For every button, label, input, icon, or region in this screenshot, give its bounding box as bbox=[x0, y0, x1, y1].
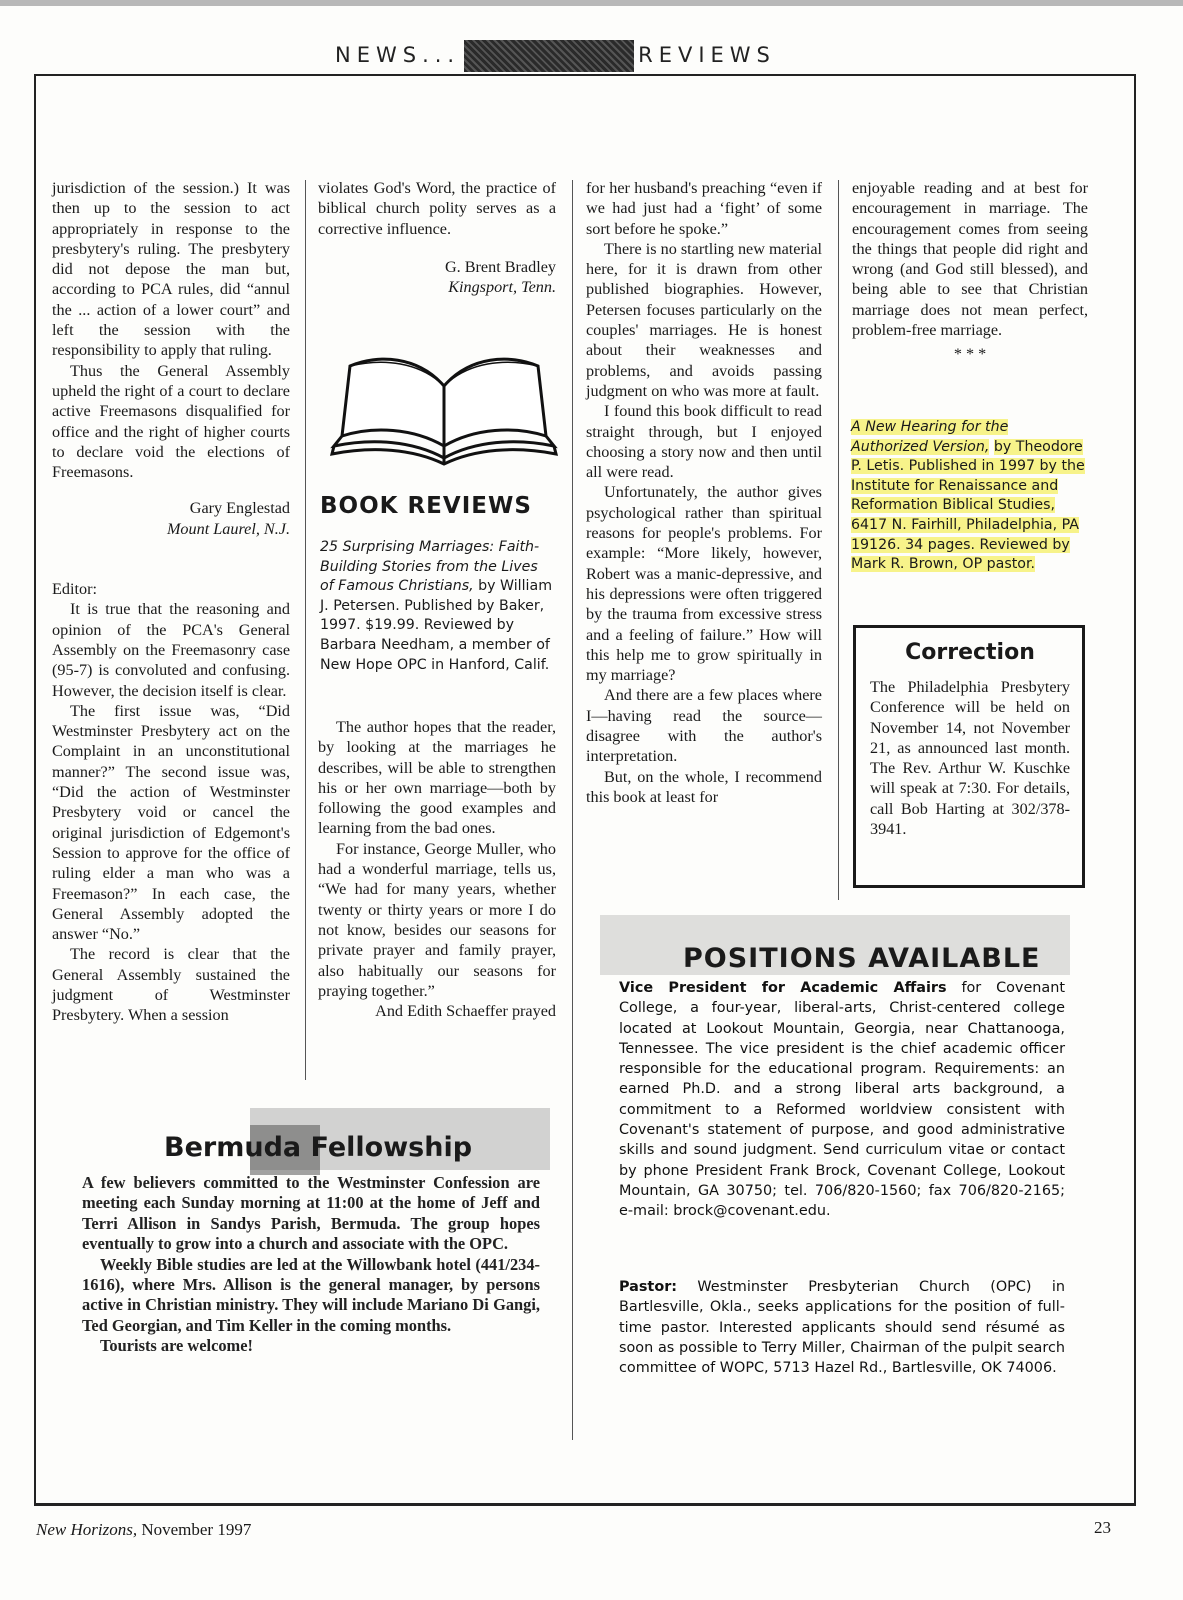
editor-salutation: Editor: bbox=[52, 580, 97, 599]
bermuda-paragraph: Weekly Bible studies are led at the Willowbank hotel (441/234-1616), where Mrs. Allison is the general manager, by persons active in Christian ministry. They will include Mariano Di Gangi, Ted Georgian, and Tim Keller in the coming months. bbox=[82, 1254, 540, 1335]
review-book-details: by Theodore P. Letis. Published in 1997 by the Institute for Renaissance and Reformation Biblical Studies, 6417 N. Fairhill, Philadelphia, PA 19126. 34 pages. Reviewed by Mark R. Brown, OP pastor. bbox=[851, 438, 1085, 573]
signature-name: Gary Englestad bbox=[189, 499, 290, 518]
review-column-2 bbox=[318, 717, 556, 1021]
signature-place: Mount Laurel, N.J. bbox=[166, 519, 290, 538]
letter-paragraph: Thus the General Assembly upheld the right of a court to declare active Freemasons disqualified for office and the right of higher courts to declare void the elections of Freemasons. bbox=[52, 361, 290, 482]
positions-available-title: POSITIONS AVAILABLE bbox=[683, 943, 1041, 974]
signature-place: Kingsport, Tenn. bbox=[448, 278, 556, 297]
review-paragraph: enjoyable reading and at best for encouragement in marriage. The encouragement comes from seeing the things that people did right and wrong (and God still blessed), and being able to see that Christian marriage does not mean perfect, problem-free marriage. bbox=[852, 179, 1088, 340]
correction-title: Correction bbox=[905, 640, 1035, 665]
letter-paragraph: It is true that the reasoning and opinion of the PCA's General Assembly on the Freemasonry case (95-7) is convoluted and confusing. However, the decision itself is clear. bbox=[52, 600, 290, 700]
signature-name: G. Brent Bradley bbox=[444, 257, 556, 276]
header-redaction bbox=[464, 40, 634, 72]
footer-publication bbox=[36, 1520, 251, 1540]
review-paragraph: Unfortunately, the author gives psychological rather than spiritual reasons for people's problems. For example: “More likely, however, Robert was a manic-depressive, and his depressions were often triggered by the trauma from excessive stress and a feeling of failure.” How will this help me to grow spiritually in my marriage? bbox=[586, 483, 822, 685]
review-paragraph: And Edith Schaeffer prayed bbox=[375, 1002, 556, 1021]
bermuda-fellowship-title: Bermuda Fellowship bbox=[164, 1132, 473, 1163]
review-paragraph: And there are a few places where I—having read the source—disagree with the author's interpretation. bbox=[586, 686, 822, 766]
column-rule-2 bbox=[572, 180, 573, 1440]
section-divider-stars: * * * bbox=[953, 345, 987, 364]
review-blurb-2 bbox=[851, 418, 1085, 575]
column-rule-3 bbox=[838, 180, 839, 900]
correction-box bbox=[853, 625, 1085, 888]
page-number: 23 bbox=[1094, 1518, 1111, 1537]
position-label: Pastor: bbox=[619, 1279, 678, 1295]
review-paragraph: I found this book difficult to read straight through, but I enjoyed choosing a story now and then until all were read. bbox=[586, 402, 822, 482]
frame-top-rule bbox=[34, 74, 1136, 76]
column-rule-1 bbox=[305, 180, 306, 1080]
book-reviews-heading: BOOK REVIEWS bbox=[320, 493, 532, 519]
letter-paragraph: The first issue was, “Did Westminster Presbytery act on the Complaint in an unconstitutional manner?” The second issue was, “Did the action of Westminster Presbytery void or cancel the original jurisdiction of Edgemont's Session to approve for the office of ruling elder a man who was a Freemason?” In each case, the General Assembly adopted the answer “No.” bbox=[52, 701, 290, 944]
frame-right-rule bbox=[1134, 74, 1136, 1506]
review-paragraph: For instance, George Muller, who had a wonderful marriage, tells us, “We had for many years, whether twenty or thirty years or more I do not know, besides our seasons for private prayer and family prayer, also habitually our seasons for praying together.” bbox=[318, 839, 556, 1000]
letters-column-2 bbox=[318, 178, 556, 297]
review-blurb-1 bbox=[320, 538, 554, 675]
letter-paragraph: The record is clear that the General Assembly sustained the judgment of Westminster Presbytery. When a session bbox=[52, 945, 290, 1025]
header-right: REVIEWS bbox=[638, 43, 776, 67]
position-text: Westminster Presbyterian Church (OPC) in Bartlesville, Okla., seeks applications for the position of full-time pastor. Interested applicants should send résumé as soon as possible to Terry Miller, Chairman of the pulpit search committee of WOPC, 5713 Hazel Rd., Bartlesville, OK 74006. bbox=[619, 1279, 1065, 1377]
page-header bbox=[335, 40, 815, 70]
vp-position-listing bbox=[619, 978, 1065, 1222]
publication-date: November 1997 bbox=[141, 1520, 252, 1539]
review-paragraph: The author hopes that the reader, by looking at the marriages he describes, will be able to strengthen his or her own marriage—both by following the good examples and learning from the bad ones. bbox=[318, 718, 556, 838]
letter-paragraph: violates God's Word, the practice of biblical church polity serves as a corrective influence. bbox=[318, 179, 556, 238]
position-label: Vice President for Academic Affairs bbox=[619, 980, 947, 996]
pastor-position-listing bbox=[619, 1277, 1065, 1378]
scan-top-edge bbox=[0, 0, 1183, 6]
review-paragraph: for her husband's preaching “even if we had just had a ‘fight’ of some sort before he spoke.” bbox=[586, 179, 822, 238]
letters-column-1 bbox=[52, 178, 290, 1026]
bermuda-paragraph: A few believers committed to the Westminster Confession are meeting each Sunday morning at 11:00 at the home of Jeff and Terri Allison in Sandys Parish, Bermuda. The group hopes eventually to grow into a church and associate with the OPC. bbox=[82, 1173, 540, 1254]
review-book-details: by William J. Petersen. Published by Baker, 1997. $19.99. Reviewed by Barbara Needham, a member of New Hope OPC in Hanford, Calif. bbox=[320, 578, 553, 673]
open-book-icon bbox=[328, 346, 560, 466]
review-book-title: 25 Surprising Marriages: Faith-Building Stories from the Lives of Famous Christians, bbox=[320, 539, 540, 595]
review-book-title: A New Hearing for the Authorized Version, bbox=[851, 419, 1009, 455]
publication-name: New Horizons, bbox=[36, 1520, 138, 1539]
bermuda-paragraph: Tourists are welcome! bbox=[100, 1336, 253, 1356]
correction-body: The Philadelphia Presbytery Conference will be held on November 14, not November 21, as announced last month. The Rev. Arthur W. Kuschke will speak at 7:30. For details, call Bob Harting at 302/378-3941. bbox=[870, 678, 1070, 839]
header-left: NEWS... bbox=[335, 43, 461, 67]
review-column-3 bbox=[586, 178, 822, 807]
frame-bottom-rule bbox=[34, 1503, 1136, 1506]
letter-paragraph: jurisdiction of the session.) It was then up to the session to act appropriately in response to the presbytery's ruling. The presbytery did not depose the man but, according to PCA rules, did “annul the ... action of a lower court” and left the session with the responsibility to apply that ruling. bbox=[52, 179, 290, 360]
frame-left-rule bbox=[34, 74, 36, 1506]
bermuda-fellowship-body bbox=[82, 1173, 540, 1357]
review-column-4 bbox=[852, 178, 1088, 371]
position-text: for Covenant College, a four-year, liberal-arts, Christ-centered college located at Lookout Mountain, Georgia, near Chattanooga, Tennessee. The vice president is the chief academic officer responsible for the educational program. Requirements: an earned Ph.D. and a strong liberal arts background, a commitment to a Reformed worldview consistent with Covenant's statement of purpose, and good administrative skills and sound judgment. Send curriculum vitae or contact by phone President Frank Brock, Covenant College, Lookout Mountain, GA 30750; tel. 706/820-1560; fax 706/820-2165; e-mail: brock@covenant.edu. bbox=[619, 980, 1065, 1220]
review-paragraph: There is no startling new material here, for it is drawn from other published biographies. However, Petersen focuses particularly on the couples' marriages. He is honest about their weaknesses and problems, and avoids passing judgment on who was more at fault. bbox=[586, 239, 823, 400]
review-paragraph: But, on the whole, I recommend this book at least for bbox=[586, 767, 822, 806]
